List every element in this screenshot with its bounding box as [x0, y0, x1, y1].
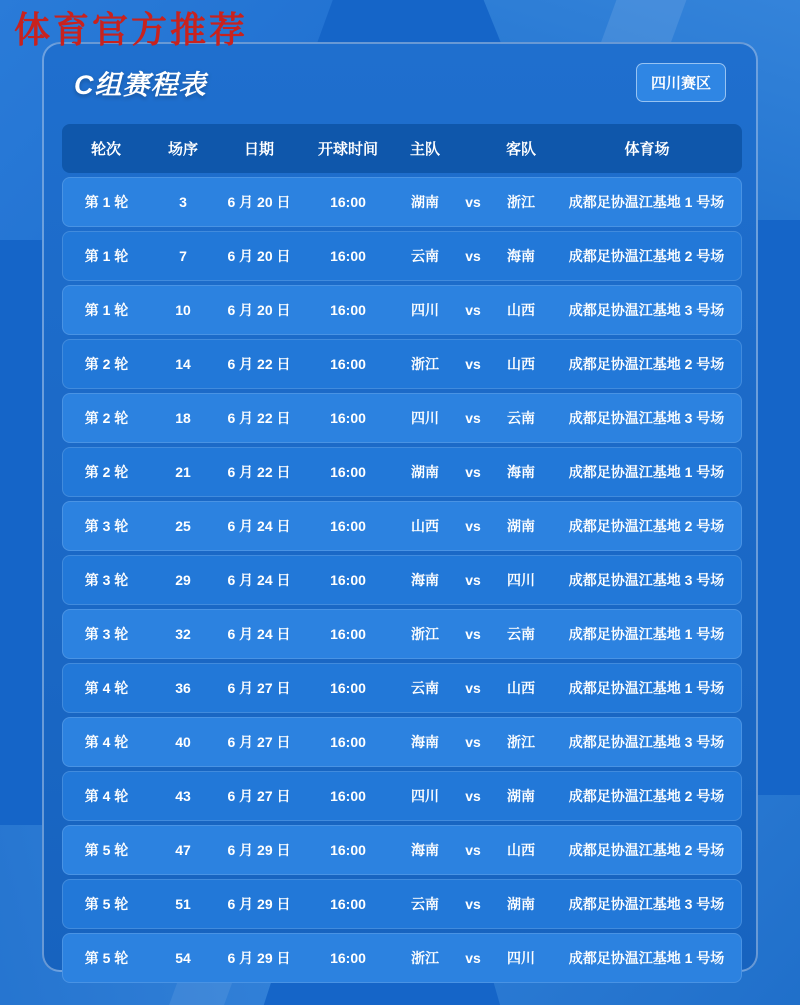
- cell-away-team: 海南: [490, 231, 552, 281]
- cell-round: 第 1 轮: [62, 231, 150, 281]
- cell-venue: 成都足协温江基地 1 号场: [552, 177, 742, 227]
- cell-away-team: 四川: [490, 933, 552, 983]
- cell-order: 18: [150, 393, 216, 443]
- cell-vs: vs: [456, 609, 490, 659]
- cell-home-team: 四川: [394, 285, 456, 335]
- cell-order: 10: [150, 285, 216, 335]
- cell-round: 第 3 轮: [62, 501, 150, 551]
- cell-order: 43: [150, 771, 216, 821]
- cell-vs: vs: [456, 393, 490, 443]
- cell-venue: 成都足协温江基地 1 号场: [552, 933, 742, 983]
- cell-home-team: 四川: [394, 771, 456, 821]
- table-row: [62, 393, 742, 443]
- watermark-text: 体育官方推荐: [14, 10, 249, 51]
- cell-round: 第 4 轮: [62, 771, 150, 821]
- cell-kickoff: 16:00: [302, 447, 394, 497]
- cell-kickoff: 16:00: [302, 663, 394, 713]
- cell-home-team: 海南: [394, 555, 456, 605]
- region-badge: 四川赛区: [636, 63, 726, 102]
- cell-vs: vs: [456, 555, 490, 605]
- cell-date: 6 月 29 日: [216, 933, 302, 983]
- cell-home-team: 海南: [394, 717, 456, 767]
- cell-away-team: 浙江: [490, 177, 552, 227]
- table-row: [62, 663, 742, 713]
- cell-order: 36: [150, 663, 216, 713]
- table-header-row: [62, 124, 742, 173]
- cell-round: 第 1 轮: [62, 177, 150, 227]
- cell-round: 第 1 轮: [62, 285, 150, 335]
- cell-home-team: 四川: [394, 393, 456, 443]
- cell-date: 6 月 24 日: [216, 555, 302, 605]
- cell-home-team: 浙江: [394, 339, 456, 389]
- schedule-table: [62, 120, 742, 987]
- card-header: [62, 44, 738, 120]
- cell-venue: 成都足协温江基地 3 号场: [552, 555, 742, 605]
- cell-away-team: 海南: [490, 447, 552, 497]
- table-row: [62, 177, 742, 227]
- cell-date: 6 月 22 日: [216, 339, 302, 389]
- cell-away-team: 湖南: [490, 879, 552, 929]
- column-header-date: 日期: [216, 124, 302, 173]
- cell-date: 6 月 24 日: [216, 501, 302, 551]
- cell-kickoff: 16:00: [302, 339, 394, 389]
- cell-home-team: 海南: [394, 825, 456, 875]
- table-row: [62, 447, 742, 497]
- cell-order: 25: [150, 501, 216, 551]
- cell-venue: 成都足协温江基地 2 号场: [552, 501, 742, 551]
- table-row: [62, 501, 742, 551]
- cell-date: 6 月 29 日: [216, 879, 302, 929]
- cell-kickoff: 16:00: [302, 879, 394, 929]
- cell-kickoff: 16:00: [302, 825, 394, 875]
- cell-away-team: 山西: [490, 663, 552, 713]
- cell-away-team: 浙江: [490, 717, 552, 767]
- cell-order: 40: [150, 717, 216, 767]
- cell-venue: 成都足协温江基地 3 号场: [552, 879, 742, 929]
- cell-date: 6 月 20 日: [216, 285, 302, 335]
- table-row: [62, 717, 742, 767]
- cell-round: 第 4 轮: [62, 663, 150, 713]
- column-header-order: 场序: [150, 124, 216, 173]
- cell-vs: vs: [456, 933, 490, 983]
- schedule-card: [42, 42, 758, 972]
- table-row: [62, 879, 742, 929]
- cell-round: 第 4 轮: [62, 717, 150, 767]
- cell-venue: 成都足协温江基地 3 号场: [552, 393, 742, 443]
- cell-venue: 成都足协温江基地 3 号场: [552, 717, 742, 767]
- cell-kickoff: 16:00: [302, 501, 394, 551]
- cell-home-team: 湖南: [394, 447, 456, 497]
- table-row: [62, 339, 742, 389]
- cell-kickoff: 16:00: [302, 933, 394, 983]
- cell-order: 7: [150, 231, 216, 281]
- cell-venue: 成都足协温江基地 2 号场: [552, 771, 742, 821]
- column-header-kickoff: 开球时间: [302, 124, 394, 173]
- cell-away-team: 山西: [490, 825, 552, 875]
- table-body: [62, 177, 742, 983]
- cell-round: 第 5 轮: [62, 825, 150, 875]
- cell-home-team: 浙江: [394, 609, 456, 659]
- table-row: [62, 609, 742, 659]
- cell-vs: vs: [456, 177, 490, 227]
- cell-date: 6 月 27 日: [216, 663, 302, 713]
- column-header-spacer: [456, 124, 490, 173]
- cell-round: 第 2 轮: [62, 447, 150, 497]
- cell-kickoff: 16:00: [302, 393, 394, 443]
- cell-vs: vs: [456, 879, 490, 929]
- cell-venue: 成都足协温江基地 3 号场: [552, 285, 742, 335]
- cell-vs: vs: [456, 771, 490, 821]
- cell-vs: vs: [456, 285, 490, 335]
- cell-round: 第 2 轮: [62, 339, 150, 389]
- cell-round: 第 2 轮: [62, 393, 150, 443]
- cell-vs: vs: [456, 663, 490, 713]
- cell-date: 6 月 22 日: [216, 447, 302, 497]
- cell-date: 6 月 24 日: [216, 609, 302, 659]
- cell-date: 6 月 22 日: [216, 393, 302, 443]
- cell-kickoff: 16:00: [302, 177, 394, 227]
- cell-venue: 成都足协温江基地 2 号场: [552, 339, 742, 389]
- cell-date: 6 月 29 日: [216, 825, 302, 875]
- cell-order: 47: [150, 825, 216, 875]
- table-row: [62, 555, 742, 605]
- cell-venue: 成都足协温江基地 1 号场: [552, 609, 742, 659]
- cell-kickoff: 16:00: [302, 231, 394, 281]
- cell-kickoff: 16:00: [302, 555, 394, 605]
- cell-order: 29: [150, 555, 216, 605]
- column-header-round: 轮次: [62, 124, 150, 173]
- cell-order: 14: [150, 339, 216, 389]
- cell-vs: vs: [456, 447, 490, 497]
- cell-date: 6 月 27 日: [216, 771, 302, 821]
- cell-home-team: 云南: [394, 879, 456, 929]
- cell-kickoff: 16:00: [302, 285, 394, 335]
- cell-round: 第 5 轮: [62, 933, 150, 983]
- cell-vs: vs: [456, 339, 490, 389]
- cell-vs: vs: [456, 825, 490, 875]
- cell-order: 32: [150, 609, 216, 659]
- cell-away-team: 湖南: [490, 771, 552, 821]
- column-header-venue: 体育场: [552, 124, 742, 173]
- table-row: [62, 825, 742, 875]
- table-row: [62, 231, 742, 281]
- cell-away-team: 四川: [490, 555, 552, 605]
- cell-home-team: 湖南: [394, 177, 456, 227]
- cell-date: 6 月 20 日: [216, 177, 302, 227]
- cell-order: 3: [150, 177, 216, 227]
- cell-vs: vs: [456, 231, 490, 281]
- cell-home-team: 云南: [394, 663, 456, 713]
- cell-away-team: 山西: [490, 285, 552, 335]
- cell-vs: vs: [456, 717, 490, 767]
- cell-date: 6 月 20 日: [216, 231, 302, 281]
- cell-away-team: 云南: [490, 609, 552, 659]
- cell-kickoff: 16:00: [302, 771, 394, 821]
- cell-venue: 成都足协温江基地 2 号场: [552, 231, 742, 281]
- cell-away-team: 湖南: [490, 501, 552, 551]
- table-row: [62, 285, 742, 335]
- cell-away-team: 云南: [490, 393, 552, 443]
- cell-venue: 成都足协温江基地 1 号场: [552, 447, 742, 497]
- cell-home-team: 山西: [394, 501, 456, 551]
- table-row: [62, 771, 742, 821]
- cell-venue: 成都足协温江基地 1 号场: [552, 663, 742, 713]
- cell-vs: vs: [456, 501, 490, 551]
- cell-venue: 成都足协温江基地 2 号场: [552, 825, 742, 875]
- cell-date: 6 月 27 日: [216, 717, 302, 767]
- table-row: [62, 933, 742, 983]
- cell-round: 第 5 轮: [62, 879, 150, 929]
- page-title: C组赛程表: [74, 69, 207, 100]
- column-header-away: 客队: [490, 124, 552, 173]
- cell-home-team: 云南: [394, 231, 456, 281]
- cell-round: 第 3 轮: [62, 609, 150, 659]
- cell-kickoff: 16:00: [302, 717, 394, 767]
- cell-home-team: 浙江: [394, 933, 456, 983]
- cell-round: 第 3 轮: [62, 555, 150, 605]
- cell-away-team: 山西: [490, 339, 552, 389]
- column-header-home: 主队: [394, 124, 456, 173]
- table-header: [62, 124, 742, 173]
- cell-kickoff: 16:00: [302, 609, 394, 659]
- cell-order: 54: [150, 933, 216, 983]
- cell-order: 21: [150, 447, 216, 497]
- cell-order: 51: [150, 879, 216, 929]
